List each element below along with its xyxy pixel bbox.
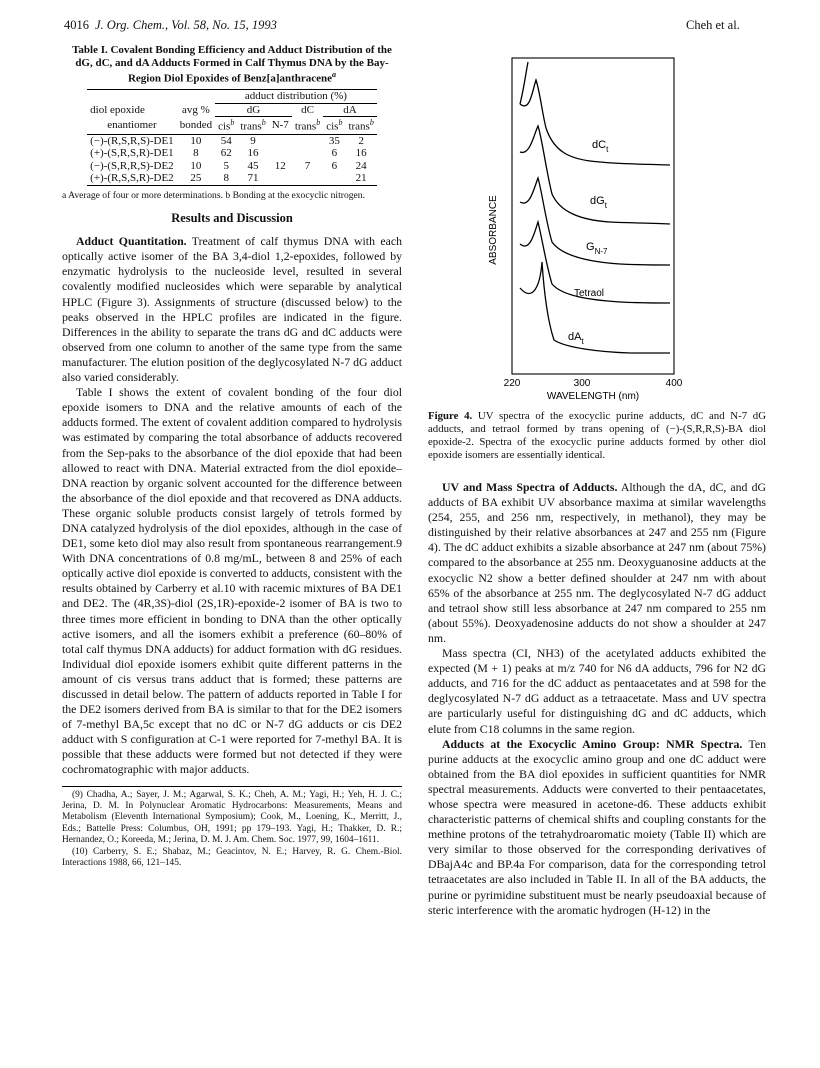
- x-tick-400: 400: [665, 378, 683, 389]
- col-dG: dG: [215, 103, 292, 117]
- col-dA: dA: [323, 103, 377, 117]
- sub-header: trans$^b$: [348, 118, 374, 134]
- group-header: adduct distribution (%): [215, 90, 377, 104]
- sub-header: trans$^b$: [294, 118, 321, 133]
- x-tick-300: 300: [573, 378, 591, 389]
- paragraph: Adducts at the Exocyclic Amino Group: NMR Spectra. Ten purine adducts at the exocyclic amino group and one dC adduct were obtained from the BA diol epoxides in sufficient quantities for NMR spectral measurements. Adducts were converted to their pentaacetates, whose spectra were measured in acetone-d6. These adducts exhibit characteristic patterns of chemical shifts and coupling constants for the methine protons of the tetrahydroaromatic moiety (Table II) which are very similar to those observed for the corresponding derivatives of DBajA4c and BP.4a For comparison, data for the corresponding tetrol tetraacetates are also included in Table II. In all of the BA adducts, the purine or pyrimidine substituent must be nearly pseudoaxial because of steric interference with the aromatic hydrogen (H-12) in the: [428, 736, 766, 917]
- label-dC: $dC_t$: [592, 139, 609, 154]
- paragraph: Adduct Quantitation. Treatment of calf thymus DNA with each optically active isomer of the BA 3,4-diol 1,2-epoxides, followed by enzymatic hydrolysis to the nucleoside level, resulted in several covalently modified nucleosides which were separable by analytical HPLC (Figure 3). Assignments of structure (discussed below) to the peaks observed in the HPLC profiles are indicated in the figure. Differences in the ability to separate the trans dG and dC adducts were observed from one column to another of the same type from the same manufacturer. The elution position of the deglycosylated N-7 dG adduct also varied considerably.: [62, 234, 402, 385]
- reference-9: (9) Chadha, A.; Sayer, J. M.; Agarwal, S. K.; Cheh, A. M.; Yagi, H.; Yeh, H. J. C.; Jerina, D. M. In Polynuclear Aromatic Hydrocarbons: Measurements, Means and Metabolism (Eleventh International Symposium); Cook, M., Loening, K., Merritt, J., Eds.; Battelle Press: Columbus, OH, 1991; pp 179–193. Yagi, H.; Thakker, D. R.; Hernandez, O.; Koreeda, M.; Jerina, D. M. J. Am. Chem. Soc. 1977, 99, 1604–1611.: [62, 789, 402, 846]
- label-N7: $G_{N-7}$: [586, 241, 608, 256]
- table-row: (−)-(R,S,R,S)-DE1 10 54 9 35 2: [90, 134, 364, 147]
- figure-caption: Figure 4. UV spectra of the exocyclic purine adducts, dC and N-7 dG adducts, and tetraol formed by trans opening of (−)-(S,R,R,S)-BA diol epoxide-2. Spectra of the exocyclic purine adducts formed by other diol epoxide isomers are essentially identical.: [428, 410, 767, 461]
- table-caption: Table I. Covalent Bonding Efficiency and Adduct Distribution of the dG, dC, and dA Adducts Formed in Calf Thymus DNA by the Bay-Region Diol Epoxides of Benz[a]anthracene$^a$: [72, 44, 392, 85]
- paragraph: UV and Mass Spectra of Adducts. Although the dA, dC, and dG adducts of BA exhibit UV absorbance maxima at similar wavelengths (254, 255, and 256 nm, respectively, in methanol), they may be distinguished by their relative absorbances at 247 and 255 nm (Figure 4). The dC adduct exhibits a sizable absorbance at 247 nm (about 75%) compared to the absorbance at 255 nm. Deoxyguanosine adducts at the exocyclic N2 show a better defined shoulder at 247 nm with about 65% of the absorbance at 255 nm. The deglycosylated N-7 dG adduct and tetraol show still less absorbance at 247 nm compared to 255 nm (about 55%). Deoxyadenosine adducts do not show a shoulder at 247 nm.: [428, 480, 766, 645]
- adduct-table: [87, 89, 377, 185]
- uv-spectra-figure: [480, 52, 705, 412]
- sub-header: trans$^b$: [240, 118, 266, 134]
- right-column: [428, 410, 766, 918]
- section-title: Results and Discussion: [171, 211, 293, 226]
- left-body: [62, 234, 402, 777]
- table-row: (+)-(R,S,S,R)-DE2 25 8 71 21: [90, 172, 367, 185]
- col-dC: dC: [301, 104, 314, 117]
- col-avg-2: bonded: [179, 119, 213, 132]
- table-row: (−)-(S,R,R,S)-DE2 10 5 45 12 7 6 24: [90, 159, 367, 172]
- paragraph: Mass spectra (CI, NH3) of the acetylated adducts exhibited the expected (M + 1) peaks at m/z 740 for N6 dA adducts, 796 for N2 dG adducts, and 716 for the dC adduct as pentaacetates and at 598 for the deglycosylated N-7 dG adduct as a tetraacetate. Mass and UV spectra are particularly useful for distinguishing dG and dC adducts, which elute from C18 columns in the same region.: [428, 646, 766, 736]
- journal-citation: J. Org. Chem., Vol. 58, No. 15, 1993: [95, 18, 277, 32]
- references-rule: [62, 786, 402, 787]
- col-diol-1: diol epoxide: [90, 103, 145, 116]
- col-avg-1: avg %: [181, 103, 210, 116]
- left-column: [62, 44, 402, 869]
- references: [62, 790, 402, 870]
- reference-10: (10) Carberry, S. E.; Shabaz, M.; Geacintov, N. E.; Harvey, R. G. Chem.-Biol. Interactions 1988, 66, 121–145.: [62, 846, 402, 868]
- y-axis-label: ABSORBANCE: [488, 195, 499, 265]
- sub-header: cis$^b$: [218, 118, 235, 134]
- col-diol-2: enantiomer: [107, 119, 157, 132]
- label-dG: $dG_t$: [590, 195, 607, 210]
- table-row: (+)-(S,R,S,R)-DE1 8 62 16 6 16: [90, 147, 367, 160]
- trace-dC-head: [520, 62, 528, 104]
- table-footnote: a Average of four or more determinations. b Bonding at the exocyclic nitrogen.: [62, 189, 365, 201]
- running-authors: Cheh et al.: [686, 18, 740, 32]
- sub-header: N-7: [271, 119, 289, 132]
- paragraph: Table I shows the extent of covalent bonding of the four diol epoxide isomers to DNA and the relative amounts of each of the adducts formed. The extent of covalent addition compared to hydrolysis was estimated by comparing the total absorbance of adducts recovered from the Sep-paks to the absorbance of the diol epoxide that had been allowed to react with DNA. Material extracted from the diol epoxide–DNA reaction by organic solvent accounted for the difference between the absorbance of the diol epoxide and that recovered as DNA adducts. These organic soluble products consist largely of tetrols formed by DNA catalyzed hydrolysis of the diol epoxides, although in the case of DE1, some keto diol may also result from spontaneous rearrangement.9 With DNA concentrations of 0.8 mg/mL, between 8 and 25% of each optically active diol epoxide is converted to adducts, consistent with the results obtained by Carberry et al.10 with racemic mixtures of BA DE1 and DE2. The (4R,3S)-diol (2S,1R)-epoxide-2 isomer of BA is two to three times more efficient in bonding to DNA than the other optically active isomers, and all the isomers exhibit a preference (60–80% of total calf thymus DNA adducts) for adduct formation with dG residues. Individual diol epoxide isomers exhibit quite different patterns in the amount of cis versus trans adduct that is formed; these patterns are discussed in detail below. The pattern of adducts reported in Table I for the DE2 isomers derived from BA is similar to that for the DE2 isomers of 7-methyl BA,5c except that no dC or N-7 dG adducts or cis DE2 adduct with S configuration at C-1 were reported for 7-methyl BA. It is possible that these adducts were formed but not detected if they were cochromatographic with major adducts.: [62, 385, 402, 777]
- trace-dC: [520, 80, 670, 165]
- plot-frame: [512, 58, 674, 374]
- x-axis-label: WAVELENGTH (nm): [546, 391, 640, 402]
- trace-dA: [520, 262, 670, 353]
- sub-header: cis$^b$: [326, 118, 343, 134]
- page-number: 4016: [64, 18, 89, 32]
- label-dA: $dA_t$: [568, 331, 584, 346]
- x-tick-220: 220: [503, 378, 521, 389]
- label-tetraol: Tetraol: [574, 288, 605, 299]
- right-body: [428, 480, 766, 918]
